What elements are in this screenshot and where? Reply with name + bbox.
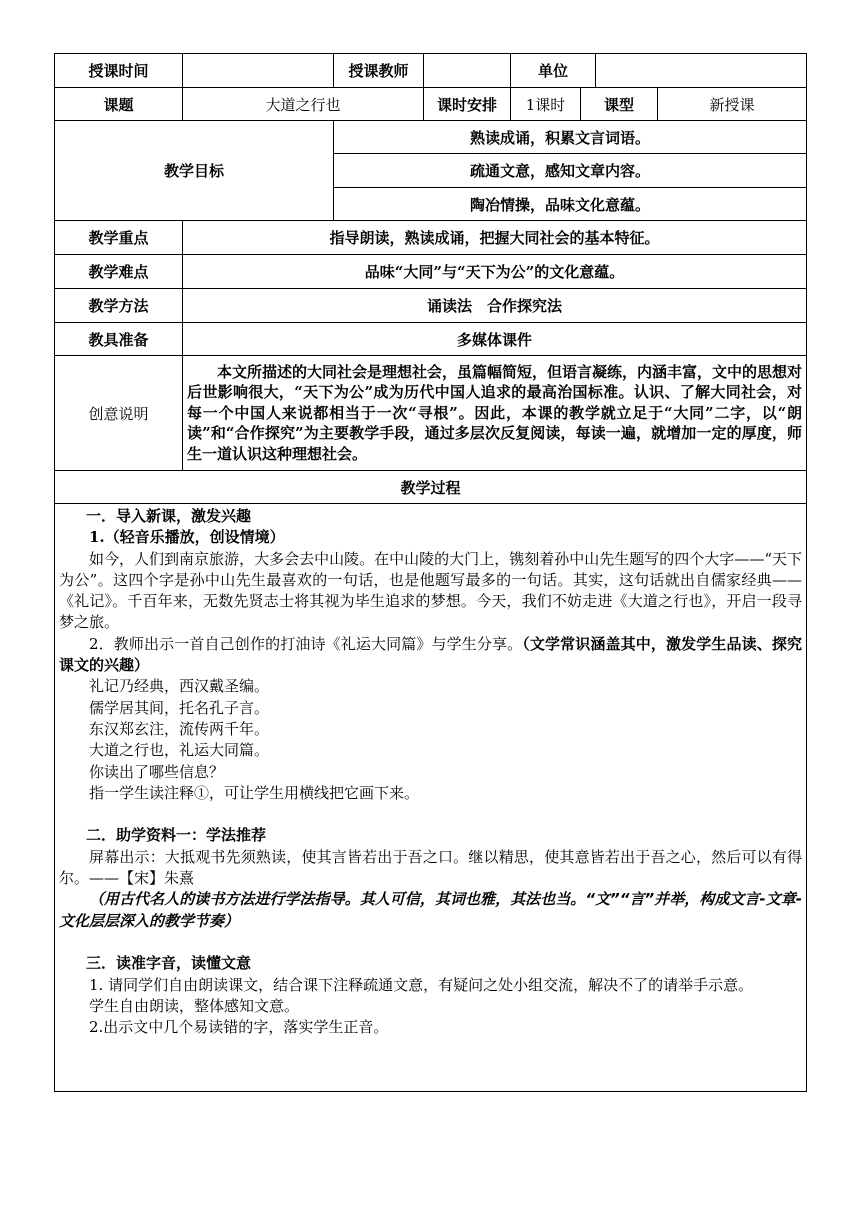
objective-item-1: 熟读成诵，积累文言词语。 (334, 121, 807, 154)
section-3-item-2: 2.出示文中几个易读错的字，落实学生正音。 (89, 1018, 389, 1037)
difficulty-value: 品味“大同”与“天下为公”的文化意蕴。 (183, 255, 807, 289)
section-2-heading: 二．助学资料一：学法推荐 (86, 826, 267, 845)
process-body (55, 504, 807, 1092)
tools-label: 教具准备 (55, 323, 183, 356)
method-label: 教学方法 (55, 289, 183, 323)
time-label: 授课时间 (55, 54, 183, 88)
section-1-item-2-note: （文学常识涵盖其中，激发学生品读、探究课文的兴趣） (59, 634, 803, 675)
instruction-text: 指一学生读注释①，可让学生用横线把它画下来。 (89, 783, 420, 802)
key-point-value: 指导朗读，熟读成诵，把握大同社会的基本特征。 (183, 221, 807, 255)
section-3-heading: 三．读准字音，读懂文意 (86, 954, 252, 973)
method-row (55, 289, 807, 323)
key-point-label: 教学重点 (55, 221, 183, 255)
difficulty-label: 教学难点 (55, 255, 183, 289)
hours-value: 1课时 (511, 88, 581, 121)
section-2-note: （用古代名人的读书方法进行学法指导。其人可信，其词也雅，其法也当。“文”“言”并举，构成文言-文章-文化层层深入的教学节奏） (59, 890, 803, 930)
objectives-label: 教学目标 (55, 121, 334, 221)
objective-item-2: 疏通文意，感知文章内容。 (334, 154, 807, 188)
unit-label: 单位 (511, 54, 596, 88)
creative-text: 本文所描述的大同社会是理想社会，虽篇幅简短，但语言凝练，内涵丰富，文中的思想对后世影响很大，“天下为公”成为历代中国人追求的最高治国标准。认识、了解大同社会，对每一个中国人来说都相当于一次“寻根”。因此，本课的教学就立足于“大同”二字，以“朗读”和“合作探究”为主要教学手段，通过多层次反复阅读，每读一遍，就增加一定的厚度，师生一道认识这种理想社会。 (187, 362, 803, 463)
poem-line-1: 礼记乃经典，西汉戴圣编。 (89, 677, 270, 696)
process-body-row (55, 504, 807, 1092)
process-title-row (55, 471, 807, 504)
type-label: 课型 (581, 88, 658, 121)
poem-line-3: 东汉郑玄注，流传两千年。 (89, 719, 270, 738)
teacher-label: 授课教师 (334, 54, 424, 88)
section-3-item-1b: 学生自由朗读，整体感知文意。 (89, 996, 300, 1015)
poem-line-4: 大道之行也，礼运大同篇。 (89, 741, 270, 760)
type-value: 新授课 (658, 88, 807, 121)
key-point-row (55, 221, 807, 255)
section-1-item-1-text: 如今，人们到南京旅游，大多会去中山陵。在中山陵的大门上，镌刻着孙中山先生题写的四个大字——“天下为公”。这四个字是孙中山先生最喜欢的一句话，也是他题写最多的一句话。其实，这句话就出自儒家经典——《礼记》。千百年来，无数先贤志士将其视为毕生追求的梦想。今天，我们不妨走进《大道之行也》，开启一段寻梦之旅。 (59, 549, 803, 632)
time-value (183, 54, 334, 88)
spacer (59, 932, 802, 953)
objective-row-1 (55, 121, 807, 154)
poem-line-2: 儒学居其间，托名孔子言。 (89, 698, 270, 717)
process-title: 教学过程 (55, 471, 807, 504)
tools-row (55, 323, 807, 356)
lesson-plan-document (54, 53, 806, 1092)
topic-value: 大道之行也 (183, 88, 424, 121)
section-1-heading: 一．导入新课，激发兴趣 (86, 507, 252, 525)
spacer (59, 804, 802, 825)
objective-item-3: 陶冶情操，品味文化意蕴。 (334, 188, 807, 221)
creative-row (55, 356, 807, 471)
creative-cell (183, 356, 807, 471)
creative-label: 创意说明 (55, 356, 183, 471)
hours-label: 课时安排 (424, 88, 511, 121)
teacher-value (424, 54, 511, 88)
unit-value (596, 54, 807, 88)
header-row-1 (55, 54, 807, 88)
method-value: 诵读法 合作探究法 (183, 289, 807, 323)
question-text: 你读出了哪些信息？ (89, 762, 225, 781)
topic-label: 课题 (55, 88, 183, 121)
lesson-plan-table (54, 53, 807, 1092)
section-1-item-2 (59, 634, 802, 677)
tools-value: 多媒体课件 (183, 323, 807, 356)
header-row-2 (55, 88, 807, 121)
section-3-item-1: 1. 请同学们自由朗读课文，结合课下注释疏通文意，有疑问之处小组交流，解决不了的请举手示意。 (89, 975, 754, 994)
difficulty-row (55, 255, 807, 289)
section-2-text: 屏幕出示：大抵观书先须熟读，使其言皆若出于吾之口。继以精思，使其意皆若出于吾之心，然后可以有得尔。——【宋】朱熹 (59, 847, 803, 888)
section-1-item-1-title: 1.（轻音乐播放，创设情境） (89, 528, 285, 547)
section-1-item-2-text: 2．教师出示一首自己创作的打油诗《礼运大同篇》与学生分享。 (89, 634, 523, 653)
